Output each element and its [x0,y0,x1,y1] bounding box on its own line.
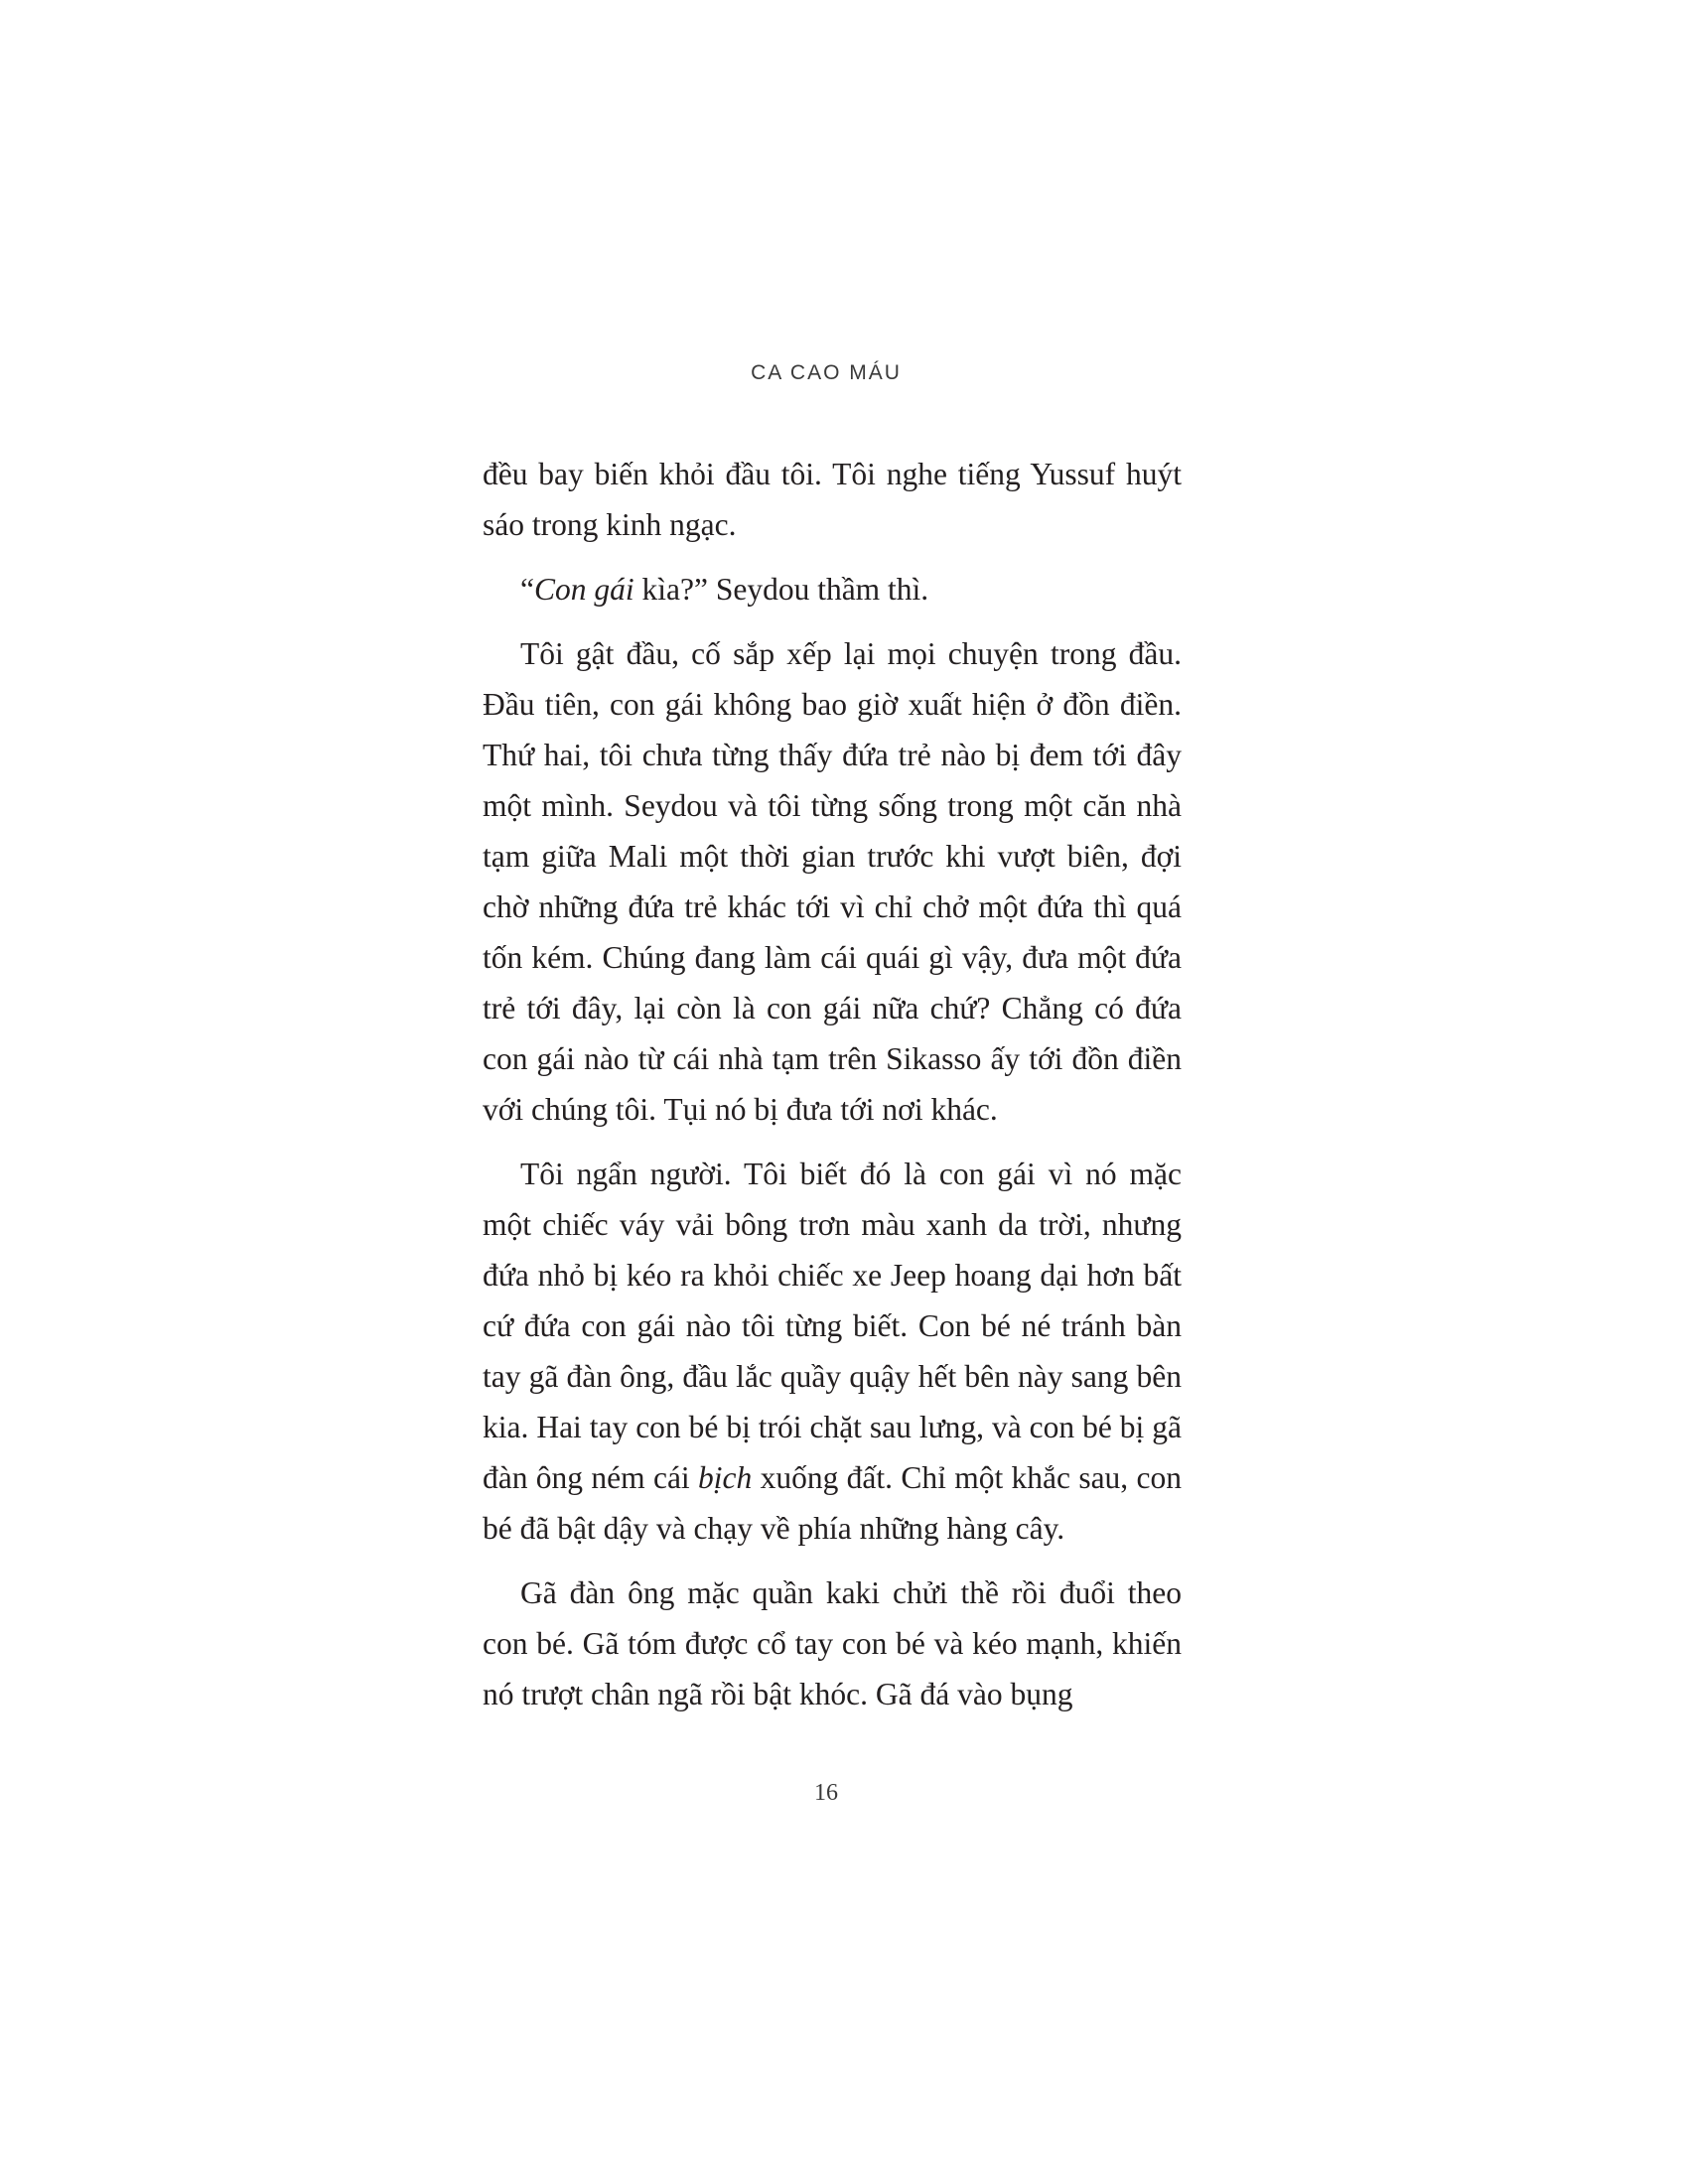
paragraph-4-end: xuống đất. Chỉ một khắc sau, con bé đã bật dậy và chạy về phía những hàng cây. [483,1460,1182,1546]
page-number: 16 [814,1780,838,1806]
paragraph-4-start: Tôi ngẩn người. Tôi biết đó là con gái vì nó mặc một chiếc váy vải bông trơn màu xanh da trời, nhưng đứa nhỏ bị kéo ra khỏi chiếc xe Jeep hoang dại hơn bất cứ đứa con gái nào tôi từng biết. Con bé né tránh bàn tay gã đàn ông, đầu lắc quầy quậy hết bên này sang bên kia. Hai tay con bé bị trói chặt sau lưng, và con bé bị gã đàn ông ném cái [483,1157,1182,1495]
paragraph-1: đều bay biến khỏi đầu tôi. Tôi nghe tiếng Yussuf huýt sáo trong kinh ngạc. [483,457,1182,542]
italic-phrase: Con gái [533,572,634,607]
paragraph-3: Tôi gật đầu, cố sắp xếp lại mọi chuyện trong đầu. Đầu tiên, con gái không bao giờ xuất hiện ở đồn điền. Thứ hai, tôi chưa từng thấy đứa trẻ nào bị đem tới đây một mình. Seydou và tôi từng sống trong một căn nhà tạm giữa Mali một thời gian trước khi vượt biên, đợi chờ những đứa trẻ khác tới vì chỉ chở một đứa thì quá tốn kém. Chúng đang làm cái quái gì vậy, đưa một đứa trẻ tới đây, lại còn là con gái nữa chứ? Chẳng có đứa con gái nào từ cái nhà tạm trên Sikasso ấy tới đồn điền với chúng tôi. Tụi nó bị đưa tới nơi khác. [483,636,1182,1127]
open-quote: “ [520,572,534,607]
italic-word: bịch [698,1460,753,1495]
paragraph-5: Gã đàn ông mặc quần kaki chửi thề rồi đuổi theo con bé. Gã tóm được cổ tay con bé và kéo mạnh, khiến nó trượt chân ngã rồi bật khóc. Gã đá vào bụng [483,1575,1182,1711]
paragraph-2 [483,564,1182,614]
paragraph-4 [483,1149,1182,1554]
running-head: CA CAO MÁU [751,361,902,384]
body-text [483,449,1182,1733]
paragraph-2-rest: kìa?” Seydou thầm thì. [633,572,929,607]
